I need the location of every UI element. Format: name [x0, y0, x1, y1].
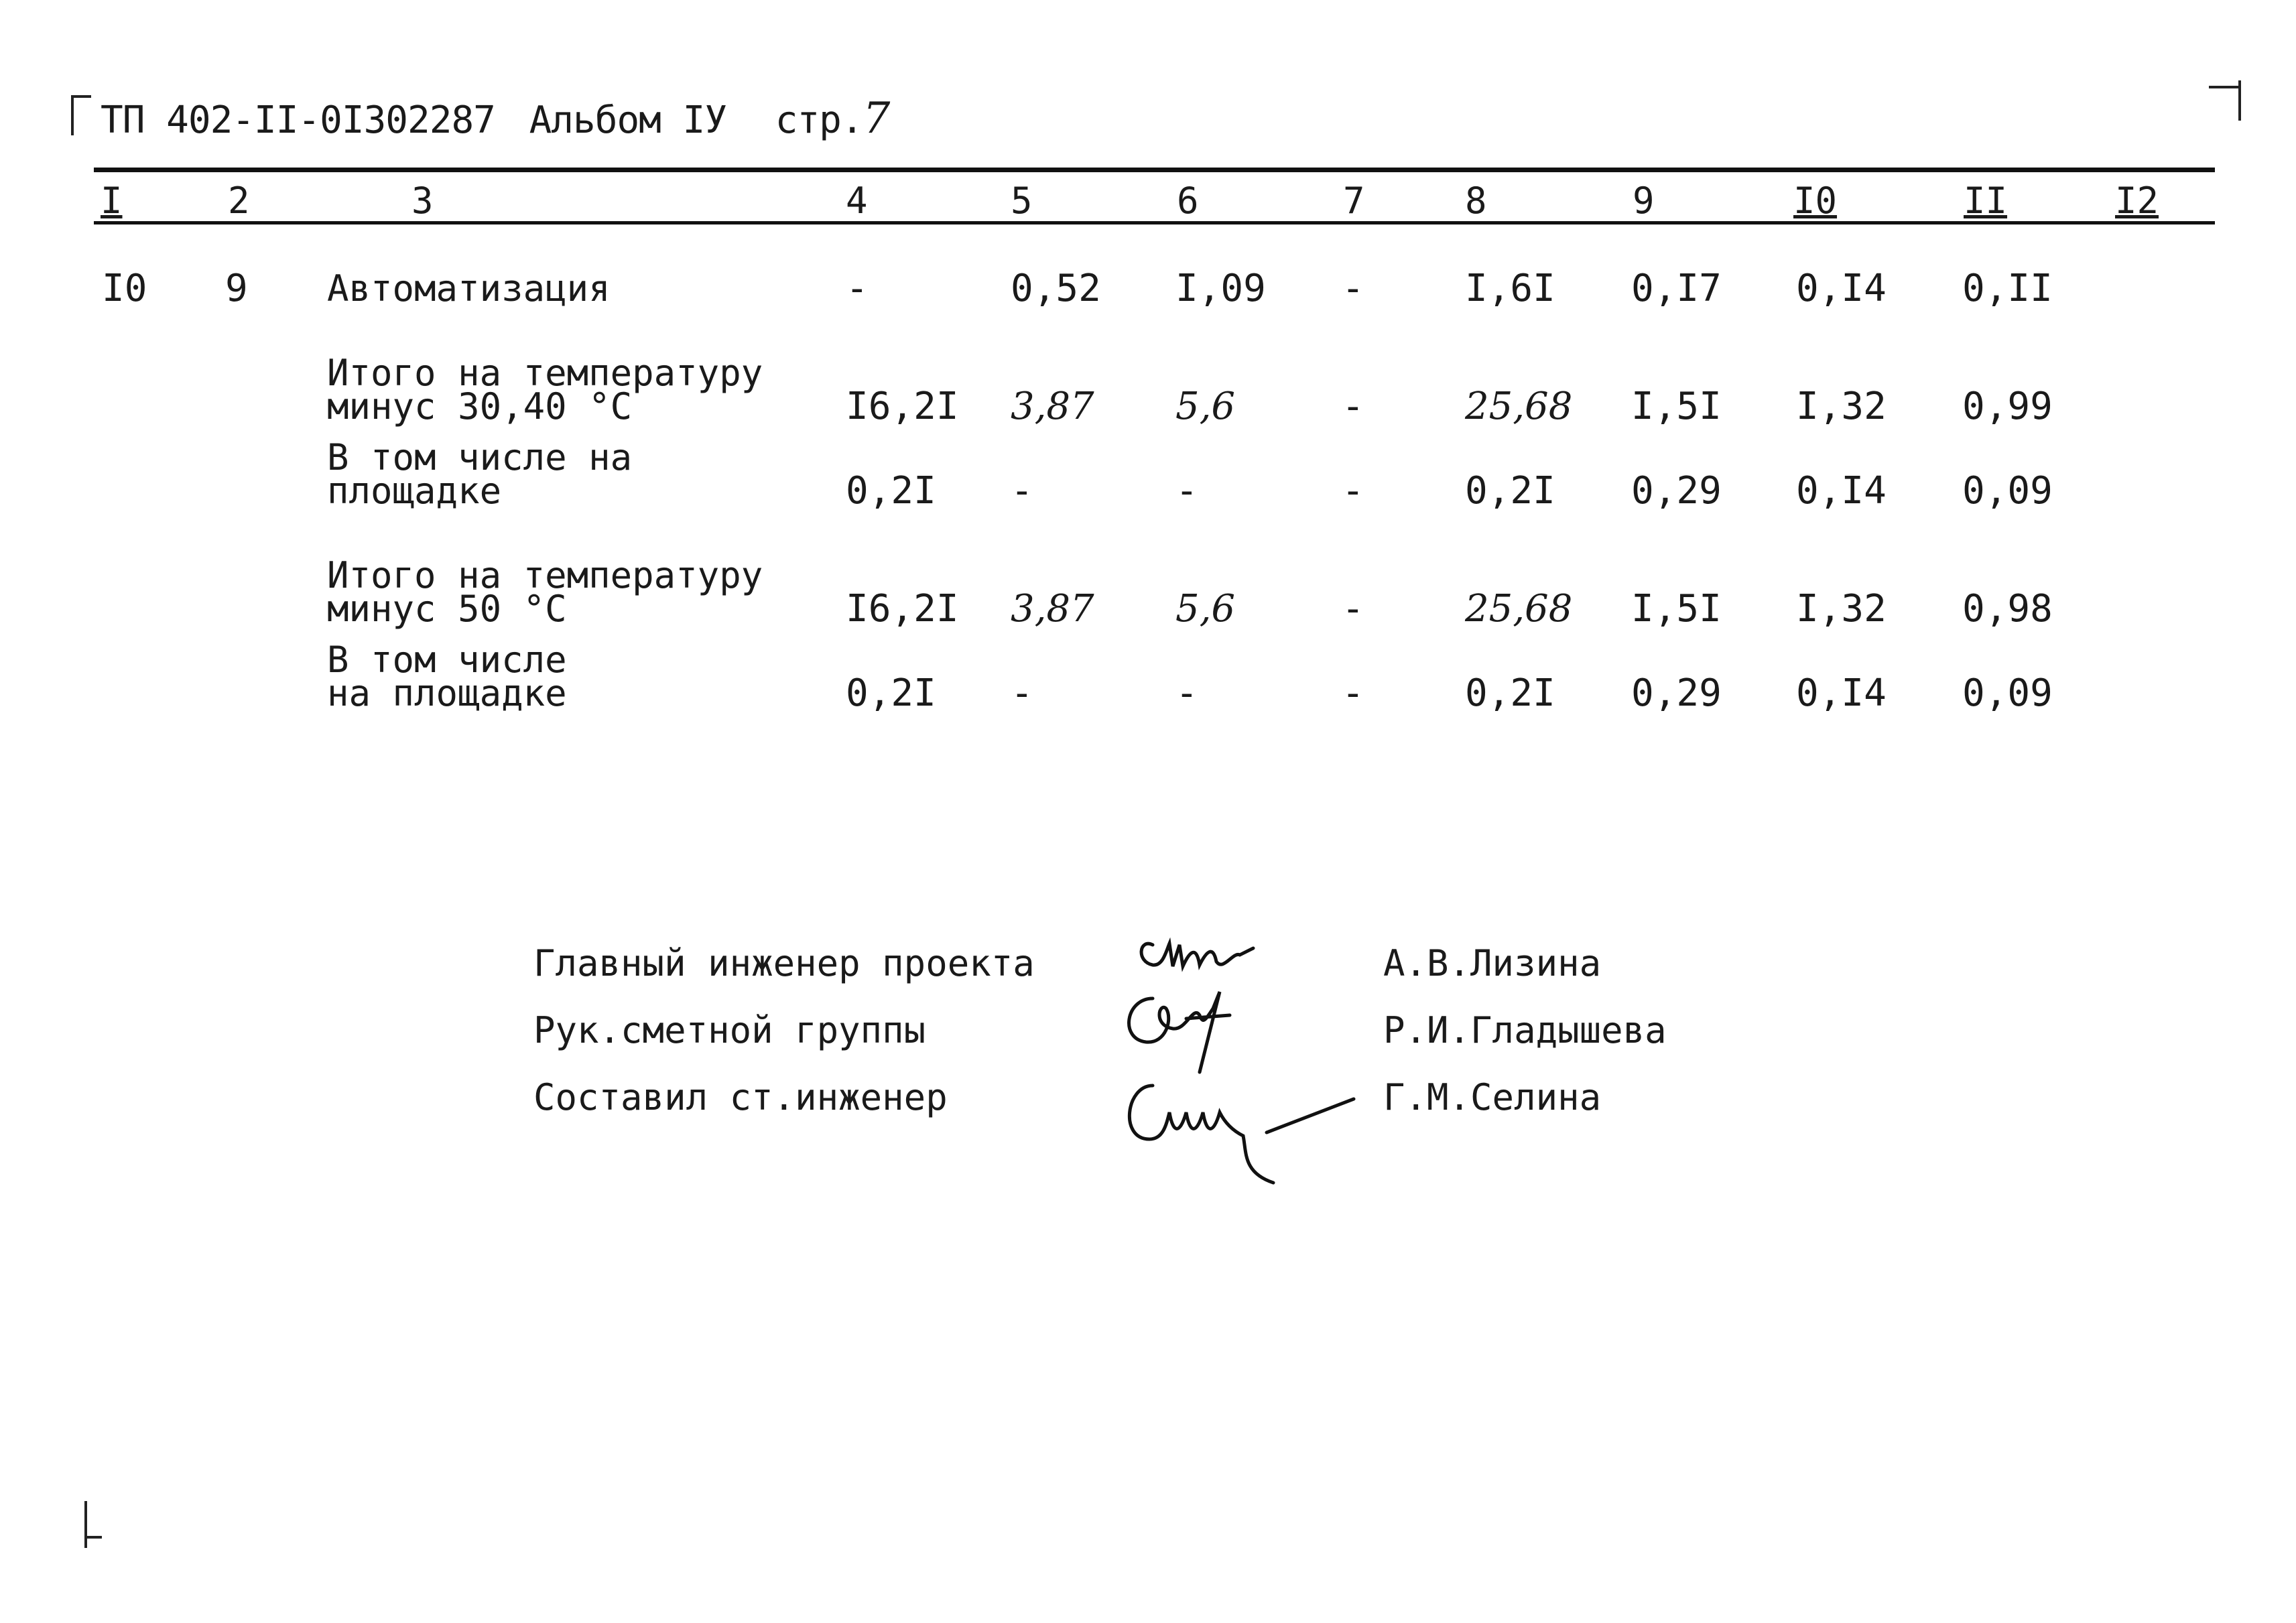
value-col8: 25,68	[1465, 385, 1573, 428]
value-col9: 0,29	[1631, 469, 1722, 513]
column-header-5: 5	[1011, 180, 1033, 222]
page-label: стр.	[775, 99, 863, 142]
album-label: Альбом IУ	[529, 99, 727, 142]
value-col10: 0,I4	[1796, 469, 1887, 513]
value-col6: 5,6	[1175, 385, 1236, 428]
row-label: Итого на температуру минус 50 °С	[327, 554, 763, 630]
corner-mark-bottom-left-h	[84, 1536, 102, 1539]
value-col4: I6,2I	[846, 587, 959, 631]
value-col4: 0,2I	[846, 469, 936, 513]
value-col11: 0,09	[1962, 469, 2053, 513]
row-label: В том числе на площадке	[327, 436, 633, 512]
value-col7: -	[1342, 385, 1364, 428]
row-subnumber: 9	[225, 267, 248, 310]
value-col9: 0,29	[1631, 671, 1722, 715]
value-col10: I,32	[1796, 385, 1887, 428]
column-header-11: II	[1964, 180, 2008, 222]
column-header-9: 9	[1633, 180, 1655, 222]
corner-mark-bottom-left	[84, 1501, 87, 1548]
value-col9: I,5I	[1631, 385, 1722, 428]
column-header-1: I	[101, 180, 123, 222]
value-col10: I,32	[1796, 587, 1887, 631]
value-col7: -	[1342, 267, 1364, 310]
column-header-8: 8	[1465, 180, 1487, 222]
value-col7: -	[1342, 587, 1364, 631]
doc-code: ТП 402-II-0I302287	[101, 99, 495, 142]
column-header-12: I2	[2115, 180, 2159, 222]
signature-name: Р.И.Гладышева	[1383, 1009, 1667, 1051]
value-col5: 3,87	[1011, 587, 1094, 631]
document-header	[101, 94, 889, 143]
column-header-3: 3	[411, 180, 434, 222]
corner-mark-top-left	[71, 95, 74, 135]
row-number: I0	[102, 267, 147, 310]
value-col11: 0,99	[1962, 385, 2053, 428]
value-col6: -	[1175, 671, 1198, 715]
value-col8: 25,68	[1465, 587, 1573, 631]
signature-name: Г.М.Селина	[1383, 1076, 1602, 1118]
value-col4: -	[846, 267, 869, 310]
value-col5: -	[1011, 469, 1033, 513]
column-header-10: I0	[1793, 180, 1838, 222]
value-col11: 0,09	[1962, 671, 2053, 715]
corner-mark-top-right-h	[2209, 86, 2241, 88]
value-col9: I,5I	[1631, 587, 1722, 631]
value-col10: 0,I4	[1796, 671, 1887, 715]
column-header-6: 6	[1177, 180, 1199, 222]
value-col6: 5,6	[1175, 587, 1236, 631]
value-col11: 0,II	[1962, 267, 2053, 310]
corner-mark-top-left-h	[71, 95, 91, 98]
value-col6: -	[1175, 469, 1198, 513]
handwritten-signature-3	[1112, 1072, 1367, 1186]
value-col7: -	[1342, 469, 1364, 513]
value-col8: 0,2I	[1465, 469, 1555, 513]
value-col7: -	[1342, 671, 1364, 715]
value-col4: I6,2I	[846, 385, 959, 428]
handwritten-signature-1	[1133, 925, 1280, 985]
handwritten-signature-2	[1112, 978, 1260, 1086]
value-col8: 0,2I	[1465, 671, 1555, 715]
value-col6: I,09	[1175, 267, 1266, 310]
signature-title: Составил ст.инженер	[533, 1076, 948, 1118]
value-col9: 0,I7	[1631, 267, 1722, 310]
row-label: Автоматизация	[327, 267, 611, 310]
value-col4: 0,2I	[846, 671, 936, 715]
signature-title: Главный инженер проекта	[533, 942, 1035, 984]
column-header-2: 2	[228, 180, 250, 222]
row-label: В том числе на площадке	[327, 639, 567, 714]
value-col11: 0,98	[1962, 587, 2053, 631]
value-col8: I,6I	[1465, 267, 1555, 310]
value-col10: 0,I4	[1796, 267, 1887, 310]
value-col5: -	[1011, 671, 1033, 715]
signature-title: Рук.сметной группы	[533, 1009, 926, 1051]
table-top-rule	[94, 168, 2215, 172]
value-col5: 0,52	[1011, 267, 1101, 310]
signature-name: А.В.Лизина	[1383, 942, 1602, 984]
page-number: 7	[863, 94, 890, 143]
value-col5: 3,87	[1011, 385, 1094, 428]
row-label: Итого на температуру минус 30,40 °С	[327, 352, 763, 428]
column-header-4: 4	[846, 180, 868, 222]
column-header-7: 7	[1343, 180, 1365, 222]
